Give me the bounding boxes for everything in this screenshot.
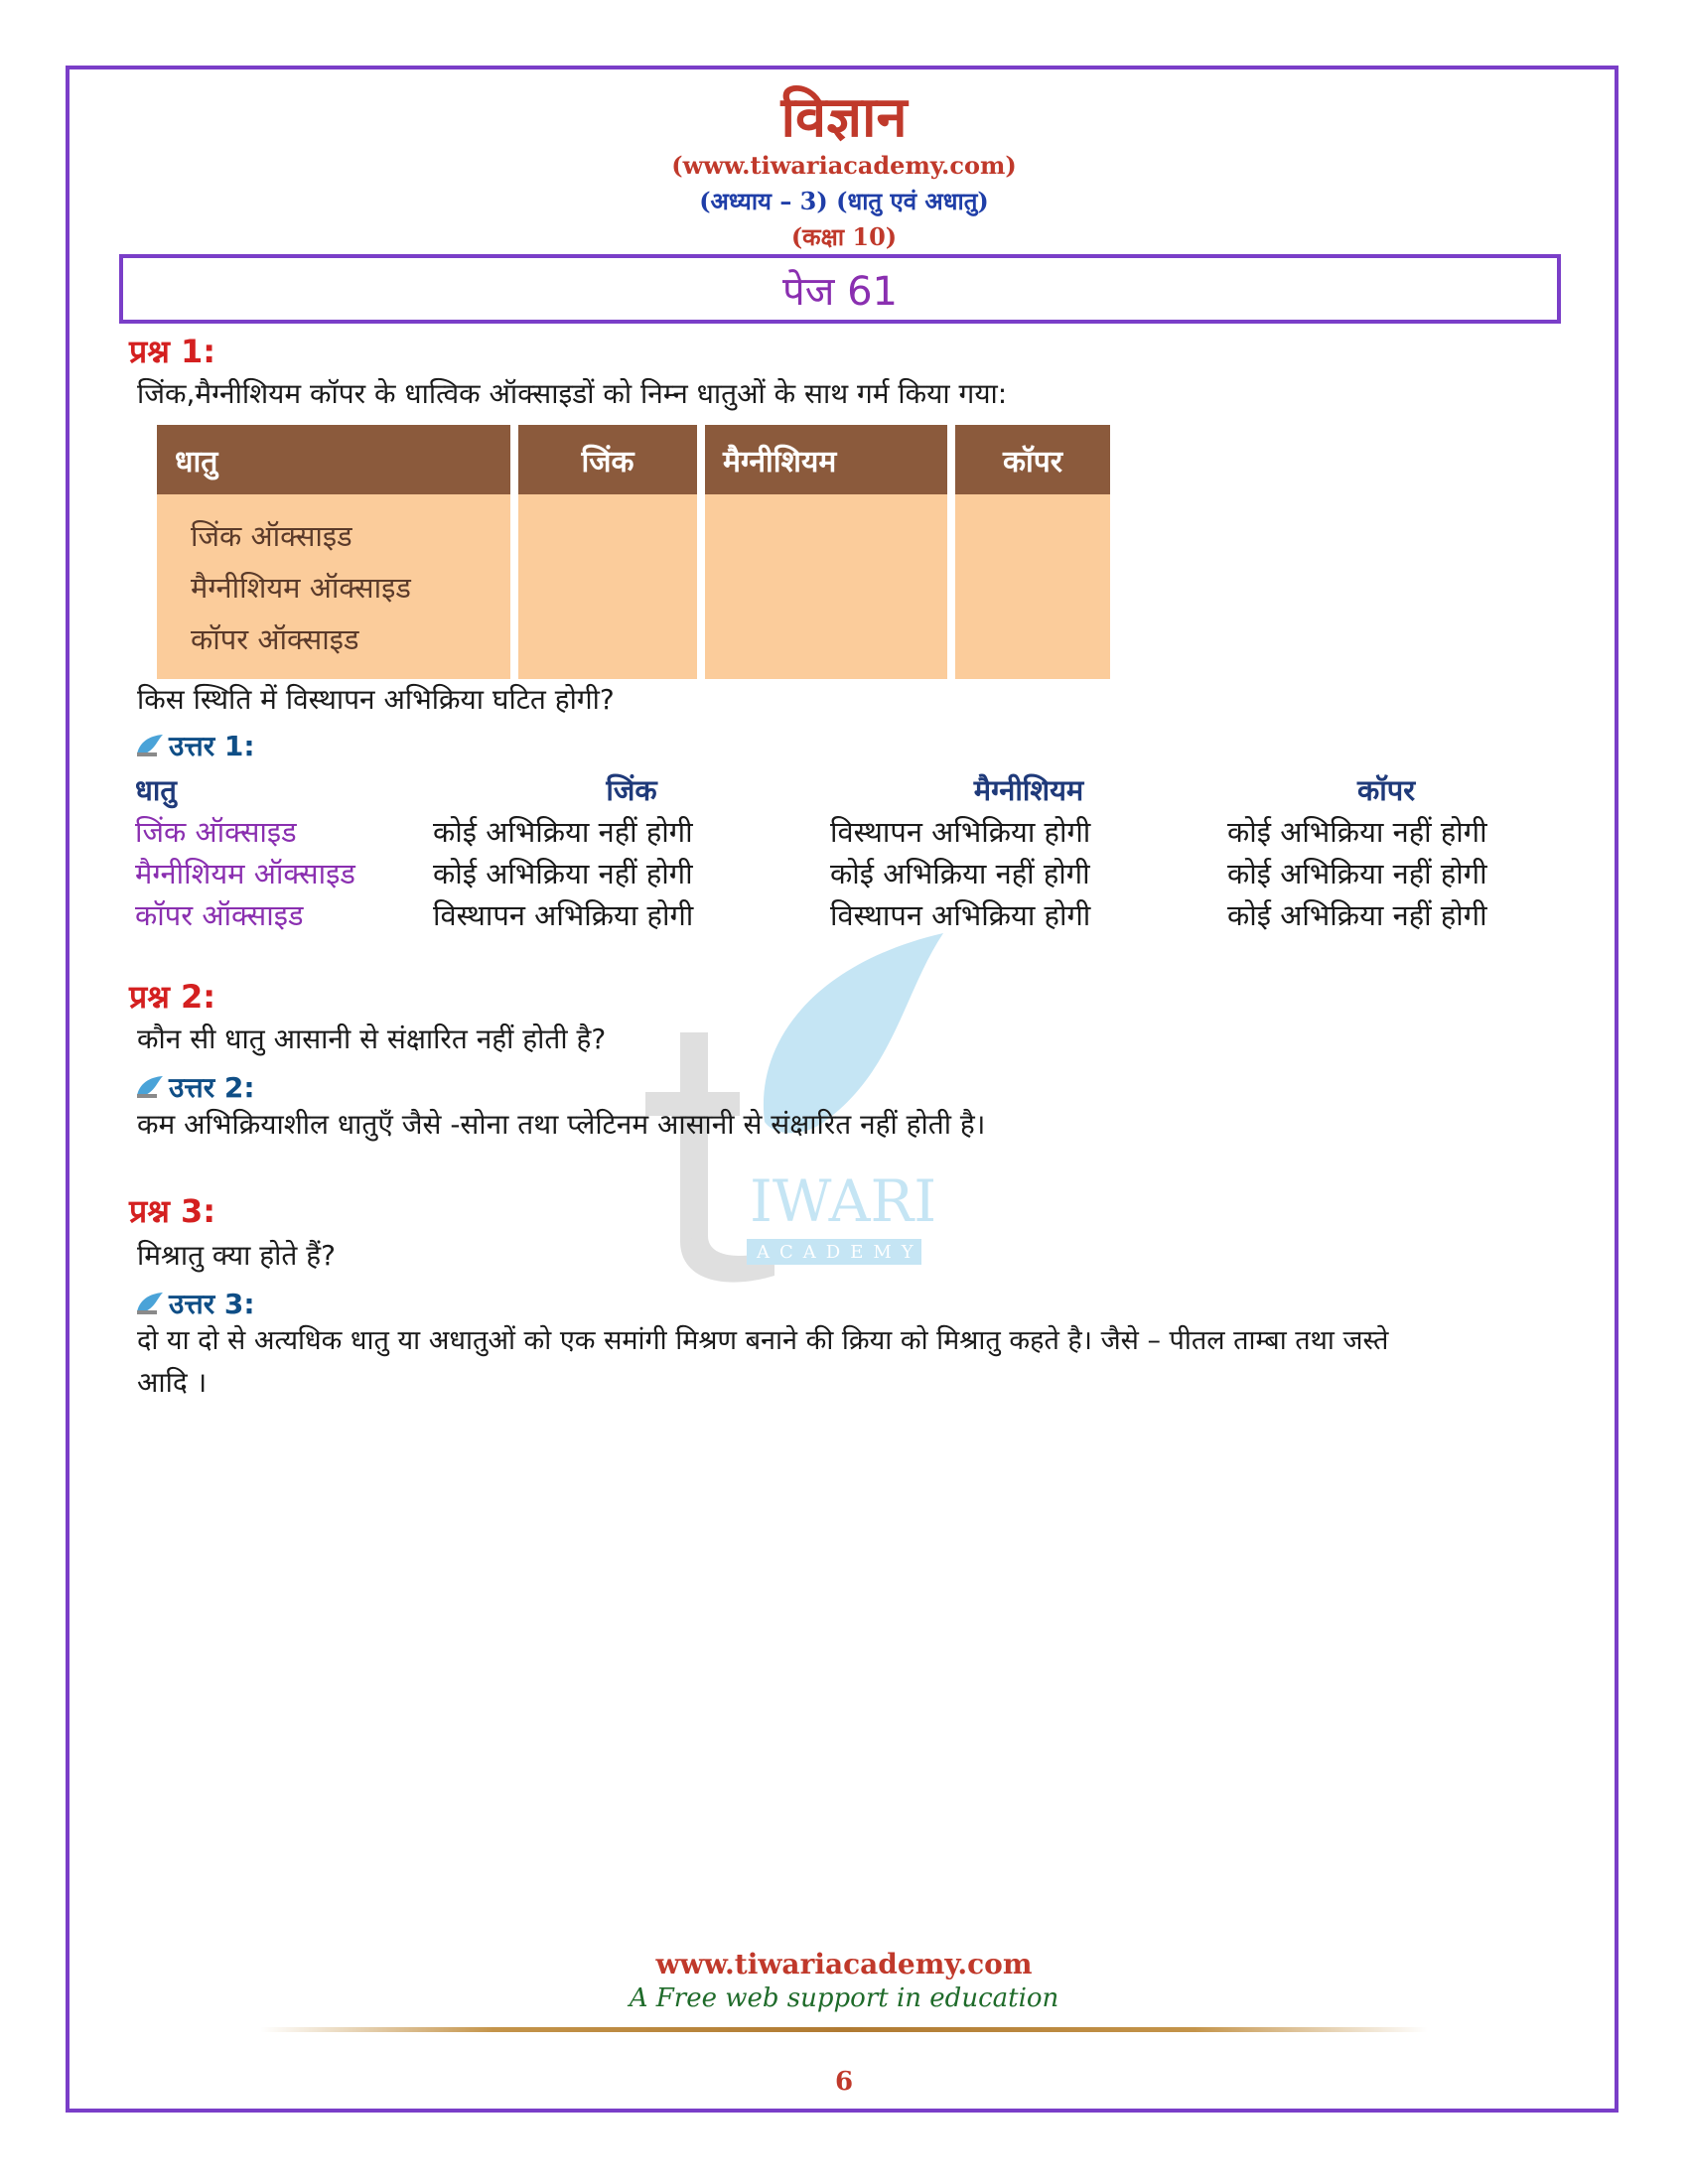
answer-3-text-line-1: दो या दो से अत्यधिक धातु या अधातुओं को एक समांगी मिश्रण बनाने की क्रिया को मिश्रातु कहते है। जैसे – पीतल ताम्बा तथा जस्ते	[137, 1325, 1389, 1356]
question-3-label: प्रश्न 3:	[129, 1192, 216, 1230]
watermark-sub: ACADEMY	[757, 1242, 923, 1263]
question-1-prompt: किस स्थिति में विस्थापन अभिक्रिया घटित होगी?	[137, 683, 615, 716]
answer-1-label: उत्तर 1:	[135, 727, 255, 764]
leaf-icon	[135, 1291, 165, 1316]
table-row-oxide: जिंक ऑक्साइड	[191, 519, 352, 553]
page-number: 6	[834, 2067, 854, 2097]
page-label: पेज 61	[781, 268, 898, 315]
table-cell-oxides	[157, 494, 510, 679]
header-chapter: (अध्याय – 3) (धातु एवं अधातु)	[699, 187, 989, 215]
answer-3-text-line-2: आदि ।	[137, 1366, 208, 1399]
header-class: (कक्षा 10)	[790, 222, 898, 251]
question-3-text: मिश्रातु क्या होते हैं?	[137, 1239, 337, 1272]
question-2-label: प्रश्न 2:	[129, 978, 216, 1016]
leaf-icon	[135, 1074, 165, 1100]
question-2-text: कौन सी धातु आसानी से संक्षारित नहीं होती है?	[137, 1023, 607, 1055]
question-1-text: जिंक,मैग्नीशियम कॉपर के धात्विक ऑक्साइडों को निम्न धातुओं के साथ गर्म किया गया:	[137, 377, 1008, 410]
table-header-magnesium: मैग्नीशियम	[705, 425, 947, 494]
footer-divider	[260, 2027, 1428, 2032]
footer-tagline: A Free web support in education	[629, 1983, 1059, 2013]
document-title: विज्ञान	[780, 85, 908, 150]
table-cell-empty	[705, 494, 947, 679]
question-1-label: प्रश्न 1:	[129, 333, 216, 370]
answer-1-table	[135, 768, 1545, 935]
table-header-copper: कॉपर	[955, 425, 1110, 494]
table-row: कॉपर ऑक्साइड विस्थापन अभिक्रिया होगी विस्थापन अभिक्रिया होगी कोई अभिक्रिया नहीं होगी	[135, 897, 1487, 932]
table-cell-empty	[518, 494, 697, 679]
table-row: जिंक ऑक्साइड कोई अभिक्रिया नहीं होगी विस्थापन अभिक्रिया होगी कोई अभिक्रिया नहीं होगी	[135, 814, 1487, 849]
table-row: मैग्नीशियम ऑक्साइड कोई अभिक्रिया नहीं होगी कोई अभिक्रिया नहीं होगी कोई अभिक्रिया नहीं होगी	[135, 856, 1487, 890]
table-row-oxide: मैग्नीशियम ऑक्साइड	[191, 571, 411, 605]
answer-2-label: उत्तर 2:	[135, 1068, 255, 1106]
leaf-icon	[135, 733, 165, 758]
page-label-box	[119, 254, 1561, 324]
answer-table-header: धातु जिंक मैग्नीशियम कॉपर	[135, 772, 1416, 807]
table-row-oxide: कॉपर ऑक्साइड	[191, 622, 359, 656]
header-url: (www.tiwariacademy.com)	[671, 151, 1017, 180]
answer-2-text: कम अभिक्रियाशील धातुएँ जैसे -सोना तथा प्लेटिनम आसानी से संक्षारित नहीं होती है।	[137, 1108, 986, 1141]
table-header-zinc: जिंक	[518, 425, 697, 494]
question-1-table	[149, 425, 1118, 679]
answer-3-label: उत्तर 3:	[135, 1285, 255, 1322]
footer-url[interactable]: www.tiwariacademy.com	[655, 1948, 1033, 1980]
table-cell-empty	[955, 494, 1110, 679]
watermark-word: IWARI	[750, 1167, 937, 1235]
table-header-metal: धातु	[157, 425, 510, 494]
